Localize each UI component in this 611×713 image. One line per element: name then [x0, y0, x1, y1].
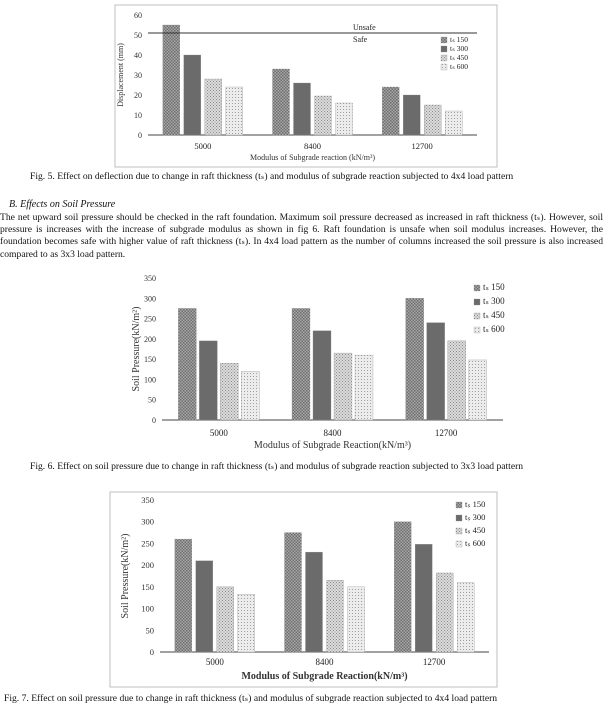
- bar-8400-series-1: [285, 533, 302, 652]
- x-category-label: 12700: [411, 141, 433, 151]
- safe-label: Safe: [353, 35, 368, 44]
- y-tick-label: 150: [141, 581, 154, 592]
- legend-swatch: [456, 528, 462, 534]
- unsafe-label: Unsafe: [353, 23, 376, 32]
- x-category-label: 12700: [422, 657, 446, 667]
- x-category-label: 12700: [434, 428, 458, 438]
- figure-6-caption: Fig. 6. Effect on soil pressure due to change in raft thickness (tₛ) and modulus of subgrade reaction subjected to 3x3 load pattern: [30, 461, 524, 472]
- y-tick-label: 200: [144, 334, 156, 344]
- y-tick-label: 350: [144, 274, 156, 283]
- x-axis-title: Modulus of Subgrade Reaction(kN/m³): [253, 440, 412, 451]
- y-tick-label: 300: [141, 516, 154, 527]
- legend-label: tₛ 600: [450, 62, 469, 71]
- y-tick-label: 250: [141, 538, 154, 549]
- figure-5-caption: Fig. 5. Effect on deflection due to change in raft thickness (tₛ) and modulus of subgrade reaction subjected to 4x4 load pattern: [30, 171, 514, 182]
- legend-label: tₛ 450: [465, 525, 486, 535]
- y-tick-label: 200: [141, 560, 154, 571]
- legend-label: tₛ 450: [450, 53, 469, 62]
- legend-label: tₛ 150: [483, 282, 505, 292]
- y-tick-label: 30: [134, 71, 142, 80]
- y-tick-label: 350: [141, 495, 154, 505]
- y-tick-label: 50: [134, 31, 142, 40]
- bar-8400-series-3: [327, 580, 344, 652]
- bar-5000-series-1: [175, 539, 192, 652]
- y-tick-label: 40: [134, 51, 142, 60]
- y-tick-label: 250: [144, 314, 156, 324]
- x-category-label: 5000: [209, 428, 228, 438]
- legend-label: tₛ 600: [465, 538, 486, 548]
- legend-label: tₛ 300: [450, 44, 469, 53]
- legend-label: tₛ 150: [450, 35, 469, 44]
- legend-label: tₛ 300: [465, 512, 486, 522]
- y-axis-title: Displacement (mm): [116, 43, 125, 107]
- y-tick-label: 50: [148, 395, 156, 405]
- y-tick-label: 100: [141, 603, 154, 614]
- y-tick-label: 0: [152, 416, 156, 425]
- x-category-label: 8400: [315, 657, 334, 667]
- y-tick-label: 10: [134, 111, 142, 120]
- x-category-label: 5000: [205, 657, 224, 667]
- legend-label: tₛ 450: [483, 310, 505, 320]
- y-tick-label: 0: [138, 131, 142, 140]
- section-heading: B. Effects on Soil Pressure: [9, 199, 116, 210]
- legend-swatch: [456, 515, 462, 521]
- bar-5000-series-4: [238, 594, 255, 652]
- y-axis-title: Soil Pressure(kN/m²): [131, 306, 142, 392]
- y-tick-label: 60: [134, 11, 142, 20]
- legend-label: tₛ 150: [465, 499, 486, 509]
- bar-8400-series-4: [348, 587, 365, 652]
- x-category-label: 8400: [323, 428, 342, 438]
- bar-5000-series-2: [196, 561, 213, 652]
- legend-swatch: [456, 502, 462, 508]
- y-axis-title: Soil Pressure(kN/m²): [120, 533, 131, 619]
- bar-12700-series-3: [436, 573, 453, 652]
- bar-12700-series-2: [415, 544, 432, 652]
- y-tick-label: 100: [144, 375, 156, 385]
- x-axis-title: Modulus of Subgrade Reaction(kN/m³): [241, 671, 408, 682]
- y-tick-label: 150: [144, 355, 156, 365]
- x-category-label: 5000: [194, 141, 212, 151]
- bar-8400-series-2: [306, 552, 323, 652]
- x-axis-title: Modulus of Subgrade reaction (kN/m³): [249, 153, 376, 162]
- y-tick-label: 20: [134, 91, 142, 100]
- section-paragraph: The net upward soil pressure should be checked in the raft foundation. Maximum soil pressure decreased as increased in raft thickness (tₛ). However, soil pressure is increases with the increase of subgrade modulus as shown in fig 6. Raft foundation is unsafe when soil modulus increases. However, the foundation becomes safe with higher value of raft thickness (tₛ). In 4x4 load pattern as the number of columns increased the soil pressure is also increased compared to as 3x3 load pattern.: [0, 212, 603, 260]
- legend-label: tₛ 600: [483, 324, 505, 334]
- x-category-label: 8400: [304, 141, 321, 151]
- figure-7-caption: Fig. 7. Effect on soil pressure due to change in raft thickness (tₛ) and modulus of subgrade reaction subjected to 4x4 load pattern: [4, 693, 498, 704]
- bar-12700-series-1: [394, 522, 411, 652]
- y-tick-label: 300: [144, 294, 156, 304]
- legend-swatch: [456, 541, 462, 547]
- legend-label: tₛ 300: [483, 296, 505, 306]
- bar-12700-series-4: [457, 583, 474, 652]
- y-tick-label: 50: [145, 625, 154, 636]
- bar-5000-series-3: [217, 587, 234, 652]
- y-tick-label: 0: [149, 647, 154, 657]
